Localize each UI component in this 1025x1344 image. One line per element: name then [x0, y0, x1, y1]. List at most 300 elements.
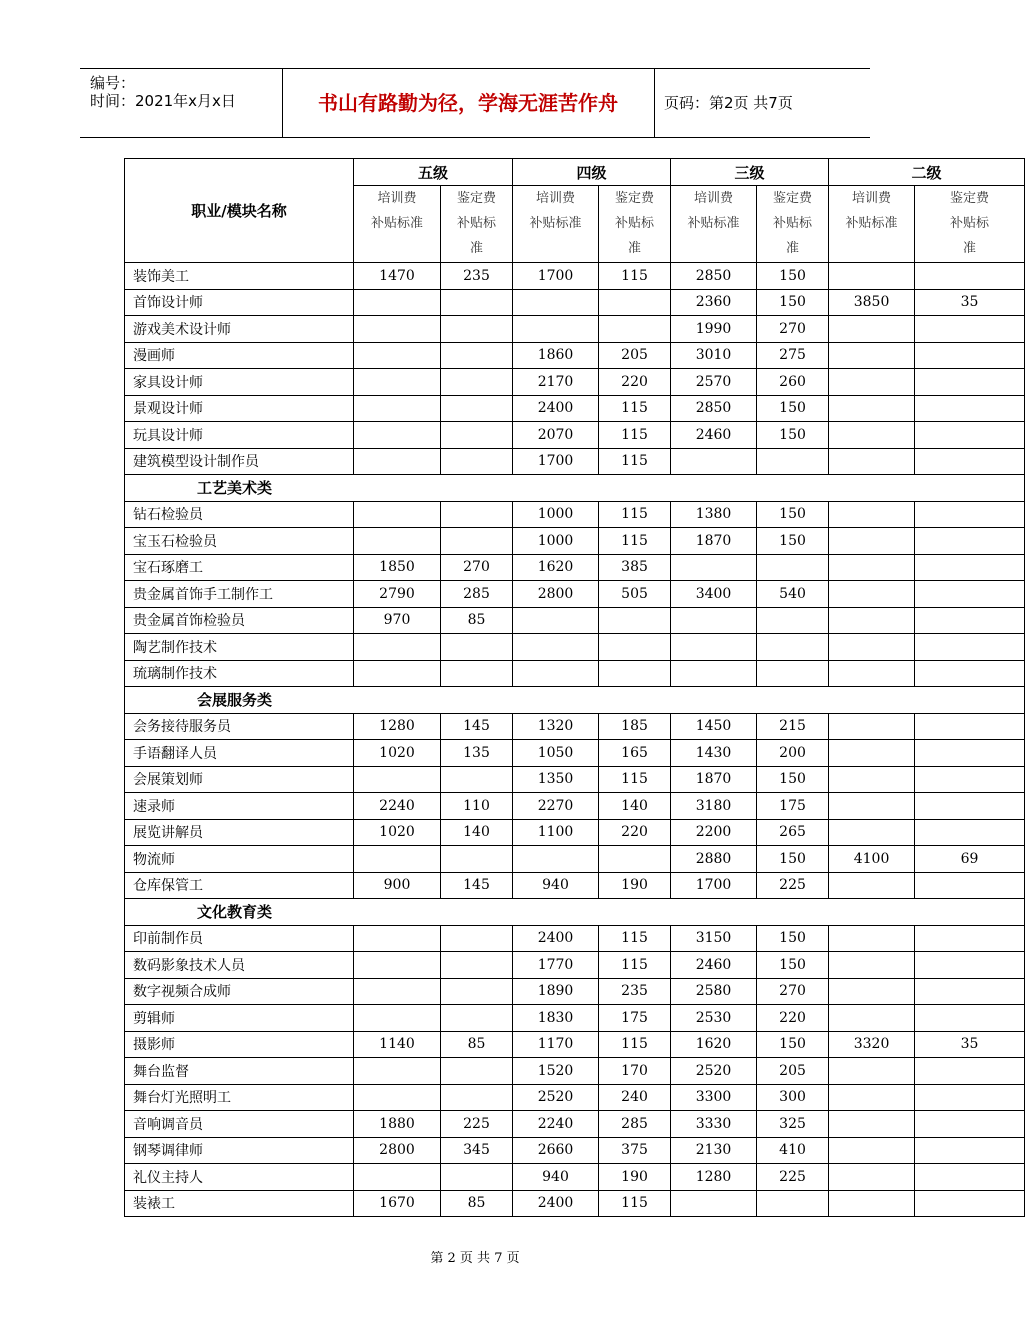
subsidy-value-cell — [829, 581, 915, 608]
occupation-name: 会务接待服务员 — [125, 713, 354, 740]
subsidy-value-cell: 235 — [441, 263, 513, 290]
table-row — [125, 528, 1025, 555]
subsidy-value-cell: 115 — [599, 528, 671, 555]
occupation-name: 漫画师 — [125, 342, 354, 369]
subsidy-value-cell — [915, 925, 1025, 952]
subsidy-value-cell: 1830 — [513, 1005, 599, 1032]
subsidy-value-cell — [441, 1058, 513, 1085]
subsidy-value-cell — [441, 634, 513, 661]
subsidy-value-cell: 270 — [757, 978, 829, 1005]
subsidy-value-cell — [829, 1164, 915, 1191]
subsidy-value-cell — [513, 846, 599, 873]
subsidy-value-cell: 225 — [441, 1111, 513, 1138]
subsidy-value-cell — [915, 952, 1025, 979]
subsidy-value-cell: 2530 — [671, 1005, 757, 1032]
subsidy-value-cell — [354, 528, 441, 555]
subsidy-value-cell: 900 — [354, 872, 441, 899]
date-label: 时间：2021年x月x日 — [90, 92, 236, 110]
subsidy-value-cell — [441, 289, 513, 316]
level-header: 五级 — [354, 159, 513, 186]
subsidy-value-cell: 1170 — [513, 1031, 599, 1058]
subsidy-value-cell — [915, 448, 1025, 475]
subsidy-value-cell: 215 — [757, 713, 829, 740]
subsidy-value-cell — [441, 1005, 513, 1032]
subsidy-value-cell: 115 — [599, 422, 671, 449]
subsidy-value-cell: 2800 — [513, 581, 599, 608]
occupation-name: 玩具设计师 — [125, 422, 354, 449]
subsidy-value-cell: 85 — [441, 1031, 513, 1058]
table-row — [125, 395, 1025, 422]
subsidy-value-cell — [915, 793, 1025, 820]
subsidy-value-cell: 69 — [915, 846, 1025, 873]
subsidy-value-cell — [354, 634, 441, 661]
table-row — [125, 1005, 1025, 1032]
occupation-name: 钻石检验员 — [125, 501, 354, 528]
training-subsidy-header: 培训费 补贴标准 — [354, 186, 441, 263]
subsidy-value-cell: 150 — [757, 952, 829, 979]
occupation-name: 数字视频合成师 — [125, 978, 354, 1005]
subsidy-value-cell — [829, 952, 915, 979]
subsidy-value-cell — [829, 554, 915, 581]
subsidy-value-cell — [441, 369, 513, 396]
subsidy-value-cell — [915, 872, 1025, 899]
subsidy-value-cell — [829, 819, 915, 846]
subsidy-value-cell: 2200 — [671, 819, 757, 846]
subsidy-value-cell: 2460 — [671, 952, 757, 979]
table-row — [125, 1164, 1025, 1191]
subsidy-value-cell: 1700 — [513, 263, 599, 290]
subsidy-value-cell — [513, 316, 599, 343]
subsidy-value-cell — [441, 1164, 513, 1191]
subsidy-value-cell — [915, 528, 1025, 555]
subsidy-value-cell: 190 — [599, 1164, 671, 1191]
subsidy-value-cell: 35 — [915, 1031, 1025, 1058]
appraisal-subsidy-header: 鉴定费 补贴标 准 — [757, 186, 829, 263]
header-meta — [80, 69, 283, 137]
subsidy-value-cell — [915, 1084, 1025, 1111]
occupation-name: 家具设计师 — [125, 369, 354, 396]
subsidy-value-cell: 115 — [599, 501, 671, 528]
subsidy-value-cell: 2520 — [513, 1084, 599, 1111]
subsidy-value-cell: 1430 — [671, 740, 757, 767]
subsidy-value-cell — [671, 554, 757, 581]
subsidy-value-cell — [441, 660, 513, 687]
subsidy-value-cell — [441, 766, 513, 793]
subsidy-value-cell: 165 — [599, 740, 671, 767]
subsidy-value-cell: 1880 — [354, 1111, 441, 1138]
subsidy-value-cell — [829, 369, 915, 396]
subsidy-value-cell: 1350 — [513, 766, 599, 793]
occupation-name: 建筑模型设计制作员 — [125, 448, 354, 475]
subsidy-value-cell: 2070 — [513, 422, 599, 449]
table-row — [125, 819, 1025, 846]
subsidy-value-cell: 1000 — [513, 528, 599, 555]
subsidy-value-cell: 345 — [441, 1137, 513, 1164]
subsidy-value-cell — [915, 263, 1025, 290]
subsidy-value-cell — [757, 554, 829, 581]
table-row — [125, 289, 1025, 316]
subsidy-value-cell: 140 — [441, 819, 513, 846]
subsidy-value-cell: 220 — [757, 1005, 829, 1032]
appraisal-subsidy-header: 鉴定费 补贴标 准 — [915, 186, 1025, 263]
appraisal-subsidy-header: 鉴定费 补贴标 准 — [441, 186, 513, 263]
subsidy-value-cell: 2240 — [513, 1111, 599, 1138]
subsidy-value-cell: 3330 — [671, 1111, 757, 1138]
subsidy-table-wrapper — [124, 158, 990, 1216]
subsidy-value-cell: 2660 — [513, 1137, 599, 1164]
subsidy-value-cell — [354, 289, 441, 316]
category-row — [125, 687, 1025, 714]
subsidy-value-cell — [354, 395, 441, 422]
subsidy-value-cell — [354, 660, 441, 687]
subsidy-value-cell: 1470 — [354, 263, 441, 290]
table-row — [125, 1137, 1025, 1164]
subsidy-value-cell — [829, 1137, 915, 1164]
subsidy-value-cell: 205 — [599, 342, 671, 369]
occupation-name: 印前制作员 — [125, 925, 354, 952]
subsidy-value-cell: 1280 — [671, 1164, 757, 1191]
subsidy-value-cell: 115 — [599, 448, 671, 475]
subsidy-value-cell: 1380 — [671, 501, 757, 528]
subsidy-value-cell: 85 — [441, 1190, 513, 1217]
subsidy-value-cell: 2130 — [671, 1137, 757, 1164]
subsidy-value-cell — [354, 1084, 441, 1111]
subsidy-value-cell: 1770 — [513, 952, 599, 979]
table-row — [125, 263, 1025, 290]
subsidy-value-cell — [829, 713, 915, 740]
subsidy-value-cell — [671, 634, 757, 661]
occupation-name: 琉璃制作技术 — [125, 660, 354, 687]
subsidy-value-cell — [829, 422, 915, 449]
document-header — [80, 68, 870, 138]
subsidy-value-cell: 260 — [757, 369, 829, 396]
subsidy-value-cell — [829, 263, 915, 290]
occupation-name: 宝石琢磨工 — [125, 554, 354, 581]
subsidy-value-cell — [354, 1058, 441, 1085]
subsidy-value-cell: 1670 — [354, 1190, 441, 1217]
subsidy-value-cell: 115 — [599, 952, 671, 979]
subsidy-value-cell: 145 — [441, 713, 513, 740]
subsidy-value-cell — [757, 448, 829, 475]
level-header: 四级 — [513, 159, 671, 186]
subsidy-value-cell: 1890 — [513, 978, 599, 1005]
subsidy-value-cell — [915, 740, 1025, 767]
subsidy-value-cell — [354, 448, 441, 475]
subsidy-value-cell: 2800 — [354, 1137, 441, 1164]
subsidy-value-cell: 2400 — [513, 395, 599, 422]
subsidy-value-cell — [354, 952, 441, 979]
subsidy-value-cell: 115 — [599, 263, 671, 290]
subsidy-value-cell: 150 — [757, 395, 829, 422]
subsidy-value-cell: 85 — [441, 607, 513, 634]
subsidy-value-cell: 150 — [757, 263, 829, 290]
table-row — [125, 448, 1025, 475]
subsidy-value-cell: 140 — [599, 793, 671, 820]
subsidy-value-cell — [441, 395, 513, 422]
subsidy-value-cell — [671, 1190, 757, 1217]
table-row — [125, 581, 1025, 608]
table-row — [125, 1084, 1025, 1111]
subsidy-value-cell: 285 — [599, 1111, 671, 1138]
subsidy-value-cell — [829, 1190, 915, 1217]
occupation-name: 物流师 — [125, 846, 354, 873]
subsidy-value-cell: 115 — [599, 766, 671, 793]
subsidy-value-cell — [513, 660, 599, 687]
occupation-name: 会展策划师 — [125, 766, 354, 793]
subsidy-value-cell — [915, 342, 1025, 369]
name-column-header: 职业/模块名称 — [125, 159, 354, 263]
header-page-label: 页码：第2页 共7页 — [664, 94, 793, 112]
subsidy-value-cell: 150 — [757, 289, 829, 316]
subsidy-value-cell: 2400 — [513, 925, 599, 952]
training-subsidy-header: 培训费 补贴标准 — [829, 186, 915, 263]
subsidy-value-cell — [829, 501, 915, 528]
subsidy-value-cell — [829, 342, 915, 369]
occupation-name: 音响调音员 — [125, 1111, 354, 1138]
subsidy-value-cell: 1620 — [513, 554, 599, 581]
header-motto: 书山有路勤为径，学海无涯苦作舟 — [282, 69, 655, 137]
table-row — [125, 422, 1025, 449]
subsidy-value-cell — [915, 501, 1025, 528]
subsidy-value-cell — [915, 395, 1025, 422]
subsidy-value-cell: 225 — [757, 872, 829, 899]
subsidy-value-cell — [441, 422, 513, 449]
occupation-name: 贵金属首饰检验员 — [125, 607, 354, 634]
subsidy-value-cell: 115 — [599, 1031, 671, 1058]
subsidy-value-cell: 3850 — [829, 289, 915, 316]
subsidy-value-cell: 3400 — [671, 581, 757, 608]
subsidy-value-cell — [915, 554, 1025, 581]
occupation-name: 装饰美工 — [125, 263, 354, 290]
table-row — [125, 660, 1025, 687]
subsidy-value-cell: 150 — [757, 1031, 829, 1058]
subsidy-value-cell — [915, 819, 1025, 846]
subsidy-value-cell: 970 — [354, 607, 441, 634]
subsidy-value-cell: 225 — [757, 1164, 829, 1191]
level-header: 二级 — [829, 159, 1025, 186]
subsidy-value-cell — [354, 369, 441, 396]
subsidy-value-cell: 1000 — [513, 501, 599, 528]
table-row — [125, 1058, 1025, 1085]
category-label: 文化教育类 — [125, 899, 1025, 926]
appraisal-subsidy-header: 鉴定费 补贴标 准 — [599, 186, 671, 263]
subsidy-value-cell — [915, 660, 1025, 687]
subsidy-value-cell: 540 — [757, 581, 829, 608]
occupation-name: 摄影师 — [125, 1031, 354, 1058]
table-row — [125, 1190, 1025, 1217]
subsidy-value-cell: 1870 — [671, 528, 757, 555]
subsidy-value-cell: 150 — [757, 501, 829, 528]
occupation-name: 游戏美术设计师 — [125, 316, 354, 343]
subsidy-value-cell: 375 — [599, 1137, 671, 1164]
subsidy-value-cell — [441, 528, 513, 555]
subsidy-value-cell: 2460 — [671, 422, 757, 449]
subsidy-value-cell: 115 — [599, 1190, 671, 1217]
subsidy-value-cell: 2880 — [671, 846, 757, 873]
subsidy-value-cell — [599, 289, 671, 316]
subsidy-value-cell: 3150 — [671, 925, 757, 952]
subsidy-value-cell: 940 — [513, 872, 599, 899]
table-row — [125, 634, 1025, 661]
subsidy-value-cell: 270 — [757, 316, 829, 343]
subsidy-value-cell: 940 — [513, 1164, 599, 1191]
subsidy-value-cell: 410 — [757, 1137, 829, 1164]
subsidy-value-cell: 1020 — [354, 740, 441, 767]
table-row — [125, 501, 1025, 528]
subsidy-value-cell: 35 — [915, 289, 1025, 316]
subsidy-value-cell: 1100 — [513, 819, 599, 846]
subsidy-value-cell — [354, 925, 441, 952]
subsidy-value-cell — [599, 607, 671, 634]
subsidy-value-cell — [441, 316, 513, 343]
subsidy-value-cell — [599, 846, 671, 873]
subsidy-value-cell — [915, 1111, 1025, 1138]
subsidy-value-cell: 300 — [757, 1084, 829, 1111]
subsidy-value-cell — [915, 316, 1025, 343]
subsidy-value-cell: 2170 — [513, 369, 599, 396]
subsidy-value-cell — [757, 607, 829, 634]
subsidy-value-cell — [354, 846, 441, 873]
subsidy-value-cell: 1860 — [513, 342, 599, 369]
subsidy-value-cell — [915, 581, 1025, 608]
subsidy-value-cell — [915, 978, 1025, 1005]
table-row — [125, 766, 1025, 793]
table-row — [125, 316, 1025, 343]
subsidy-value-cell: 1850 — [354, 554, 441, 581]
subsidy-value-cell — [915, 713, 1025, 740]
occupation-name: 剪辑师 — [125, 1005, 354, 1032]
subsidy-value-cell: 115 — [599, 925, 671, 952]
subsidy-value-cell: 2240 — [354, 793, 441, 820]
occupation-name: 贵金属首饰手工制作工 — [125, 581, 354, 608]
subsidy-value-cell: 2850 — [671, 263, 757, 290]
occupation-name: 钢琴调律师 — [125, 1137, 354, 1164]
subsidy-value-cell: 385 — [599, 554, 671, 581]
subsidy-value-cell — [513, 634, 599, 661]
occupation-name: 首饰设计师 — [125, 289, 354, 316]
occupation-name: 礼仪主持人 — [125, 1164, 354, 1191]
subsidy-value-cell: 135 — [441, 740, 513, 767]
subsidy-value-cell — [915, 422, 1025, 449]
subsidy-value-cell — [441, 925, 513, 952]
table-row — [125, 607, 1025, 634]
subsidy-value-cell: 220 — [599, 369, 671, 396]
occupation-name: 陶艺制作技术 — [125, 634, 354, 661]
subsidy-value-cell: 1520 — [513, 1058, 599, 1085]
subsidy-value-cell — [829, 634, 915, 661]
subsidy-value-cell: 285 — [441, 581, 513, 608]
occupation-name: 仓库保管工 — [125, 872, 354, 899]
occupation-name: 展览讲解员 — [125, 819, 354, 846]
subsidy-value-cell — [829, 1111, 915, 1138]
subsidy-value-cell — [915, 1164, 1025, 1191]
table-row — [125, 952, 1025, 979]
subsidy-value-cell — [441, 978, 513, 1005]
subsidy-value-cell — [354, 501, 441, 528]
subsidy-value-cell — [513, 607, 599, 634]
subsidy-value-cell — [671, 660, 757, 687]
subsidy-value-cell: 150 — [757, 925, 829, 952]
subsidy-value-cell: 235 — [599, 978, 671, 1005]
subsidy-value-cell — [354, 316, 441, 343]
subsidy-value-cell: 1050 — [513, 740, 599, 767]
subsidy-value-cell: 2520 — [671, 1058, 757, 1085]
subsidy-value-cell: 220 — [599, 819, 671, 846]
subsidy-value-cell: 1870 — [671, 766, 757, 793]
subsidy-value-cell: 265 — [757, 819, 829, 846]
subsidy-value-cell — [829, 793, 915, 820]
subsidy-value-cell — [757, 1190, 829, 1217]
category-row — [125, 899, 1025, 926]
occupation-name: 速录师 — [125, 793, 354, 820]
category-label: 会展服务类 — [125, 687, 1025, 714]
subsidy-value-cell: 3300 — [671, 1084, 757, 1111]
subsidy-value-cell: 505 — [599, 581, 671, 608]
category-label: 工艺美术类 — [125, 475, 1025, 502]
subsidy-value-cell — [829, 740, 915, 767]
subsidy-value-cell — [829, 660, 915, 687]
subsidy-value-cell — [915, 1005, 1025, 1032]
subsidy-value-cell: 190 — [599, 872, 671, 899]
subsidy-value-cell: 1990 — [671, 316, 757, 343]
training-subsidy-header: 培训费 补贴标准 — [513, 186, 599, 263]
subsidy-value-cell: 185 — [599, 713, 671, 740]
table-row — [125, 925, 1025, 952]
subsidy-value-cell: 2400 — [513, 1190, 599, 1217]
page-footer: 第 2 页 共 7 页 — [430, 1251, 520, 1266]
occupation-name: 舞台监督 — [125, 1058, 354, 1085]
subsidy-value-cell — [915, 634, 1025, 661]
table-row — [125, 978, 1025, 1005]
subsidy-value-cell — [829, 872, 915, 899]
subsidy-value-cell: 2360 — [671, 289, 757, 316]
subsidy-value-cell — [441, 448, 513, 475]
subsidy-value-cell — [829, 1084, 915, 1111]
subsidy-value-cell — [829, 607, 915, 634]
subsidy-value-cell — [829, 1005, 915, 1032]
table-row — [125, 740, 1025, 767]
subsidy-value-cell — [829, 395, 915, 422]
subsidy-value-cell: 2580 — [671, 978, 757, 1005]
occupation-name: 装裱工 — [125, 1190, 354, 1217]
subsidy-value-cell — [757, 660, 829, 687]
subsidy-value-cell: 2790 — [354, 581, 441, 608]
subsidy-value-cell: 1700 — [671, 872, 757, 899]
subsidy-value-cell — [354, 1005, 441, 1032]
table-row — [125, 846, 1025, 873]
table-row — [125, 342, 1025, 369]
subsidy-value-cell: 115 — [599, 395, 671, 422]
subsidy-value-cell — [671, 607, 757, 634]
subsidy-value-cell — [441, 501, 513, 528]
table-row — [125, 872, 1025, 899]
subsidy-value-cell: 3320 — [829, 1031, 915, 1058]
occupation-name: 宝玉石检验员 — [125, 528, 354, 555]
subsidy-value-cell — [354, 766, 441, 793]
subsidy-value-cell: 150 — [757, 528, 829, 555]
subsidy-value-cell — [354, 1164, 441, 1191]
subsidy-value-cell — [441, 952, 513, 979]
table-row — [125, 1111, 1025, 1138]
subsidy-value-cell: 205 — [757, 1058, 829, 1085]
subsidy-value-cell: 2270 — [513, 793, 599, 820]
subsidy-value-cell — [599, 316, 671, 343]
subsidy-value-cell: 2570 — [671, 369, 757, 396]
occupation-name: 数码影象技术人员 — [125, 952, 354, 979]
subsidy-value-cell: 275 — [757, 342, 829, 369]
number-label: 编号： — [90, 74, 136, 92]
subsidy-value-cell — [915, 1058, 1025, 1085]
